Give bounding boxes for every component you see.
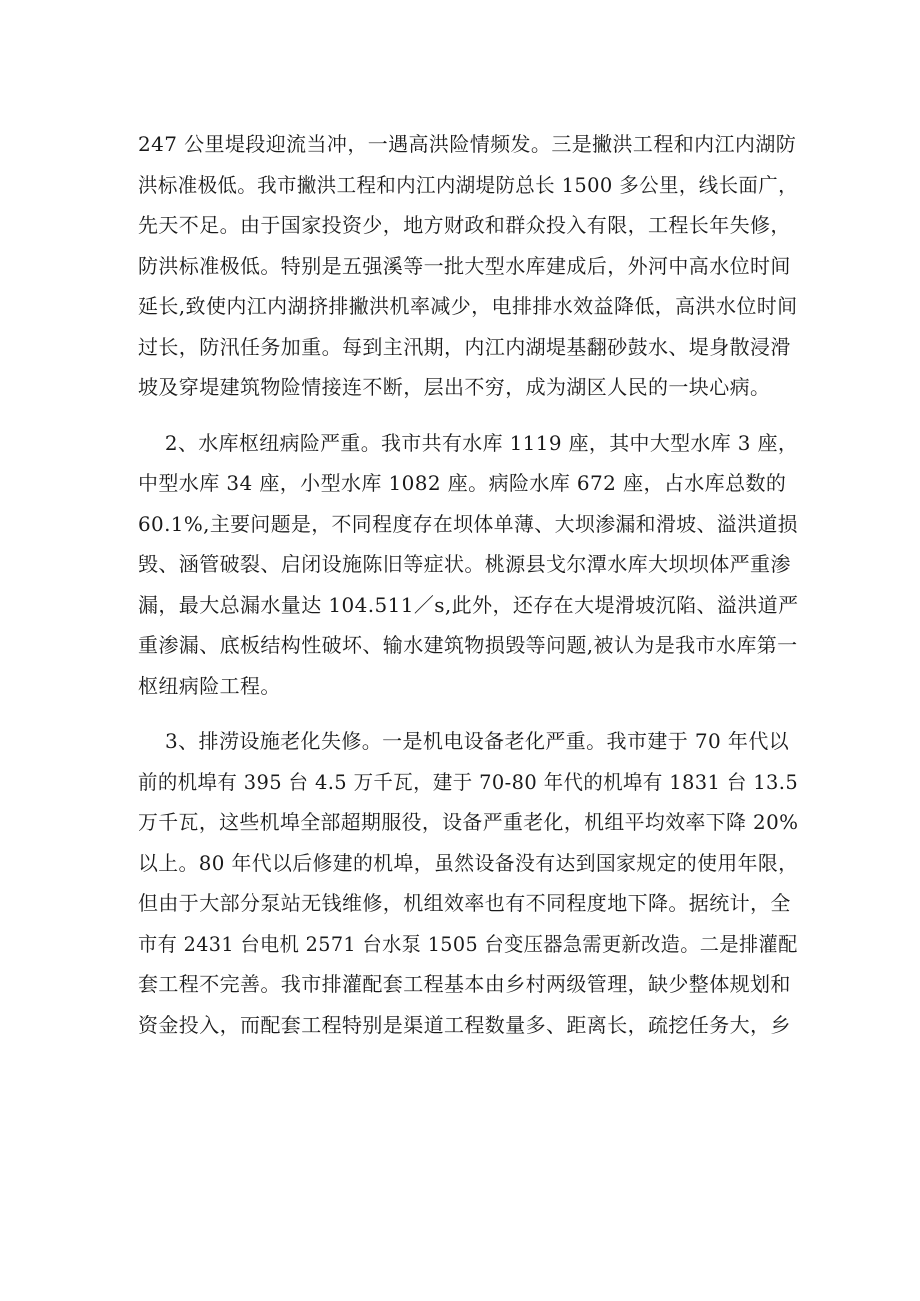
text-line: 防洪标准极低。特别是五强溪等一批大型水库建成后，外河中高水位时间 (138, 253, 791, 278)
text-line: 毁、涵管破裂、启闭设施陈旧等症状。桃源县戈尔潭水库大坝坝体严重渗 (138, 552, 791, 576)
paragraph-1 (138, 124, 798, 408)
text-line: 漏，最大总漏水量达 104.511／s,此外，还存在大堤滑坡沉陷、溢洪道严 (138, 592, 799, 617)
text-line: 3、排涝设施老化失修。一是机电设备老化严重。我市建于 70 年代以 (138, 729, 790, 753)
paragraph-3 (138, 721, 798, 1045)
text-line: 延长,致使内江内湖挤排撇洪机率减少，电排排水效益降低，高洪水位时间 (138, 294, 798, 318)
paragraph-spacer (138, 706, 798, 721)
text-line: 中型水库 34 座，小型水库 1082 座。病险水库 672 座，占水库总数的 (138, 471, 787, 495)
text-line: 但由于大部分泵站无钱维修，机组效率也有不同程度地下降。据统计，全 (138, 891, 791, 915)
text-line: 洪标准极低。我市撇洪工程和内江内湖堤防总长 1500 多公里，线长面广， (138, 172, 799, 197)
text-line: 过长，防汛任务加重。每到主汛期，内江内湖堤基翻砂鼓水、堤身散浸滑 (138, 334, 791, 359)
text-line: 资金投入，而配套工程特别是渠道工程数量多、距离长，疏挖任务大，乡 (138, 1012, 791, 1037)
text-line: 前的机埠有 395 台 4.5 万千瓦，建于 70-80 年代的机埠有 1831 台 13.5 (138, 769, 799, 794)
text-line: 60.1%,主要问题是，不同程度存在坝体单薄、大坝渗漏和滑坡、溢洪道损 (138, 511, 798, 536)
text-line: 先天不足。由于国家投资少，地方财政和群众投入有限，工程长年失修， (138, 213, 791, 237)
text-line: 套工程不完善。我市排灌配套工程基本由乡村两级管理，缺少整体规划和 (138, 972, 791, 996)
paragraph-2 (138, 423, 798, 707)
paragraph-spacer (138, 408, 798, 423)
text-line: 万千瓦，这些机埠全部超期服役，设备严重老化，机组平均效率下降 20% (138, 810, 799, 834)
text-line: 重渗漏、底板结构性破坏、输水建筑物损毁等问题,被认为是我市水库第一 (138, 633, 798, 657)
text-line: 枢纽病险工程。 (138, 673, 281, 698)
document-body (138, 124, 798, 1045)
text-line: 市有 2431 台电机 2571 台水泵 1505 台变压器急需更新改造。二是排灌配 (138, 931, 798, 956)
text-line: 2、水库枢纽病险严重。我市共有水库 1119 座，其中大型水库 3 座， (138, 430, 799, 455)
text-line: 以上。80 年代以后修建的机埠，虽然设备没有达到国家规定的使用年限， (138, 850, 799, 875)
text-line: 坡及穿堤建筑物险情接连不断，层出不穷，成为湖区人民的一块心病。 (138, 375, 771, 399)
text-line: 247 公里堤段迎流当冲，一遇高洪险情频发。三是撇洪工程和内江内湖防 (138, 132, 797, 156)
